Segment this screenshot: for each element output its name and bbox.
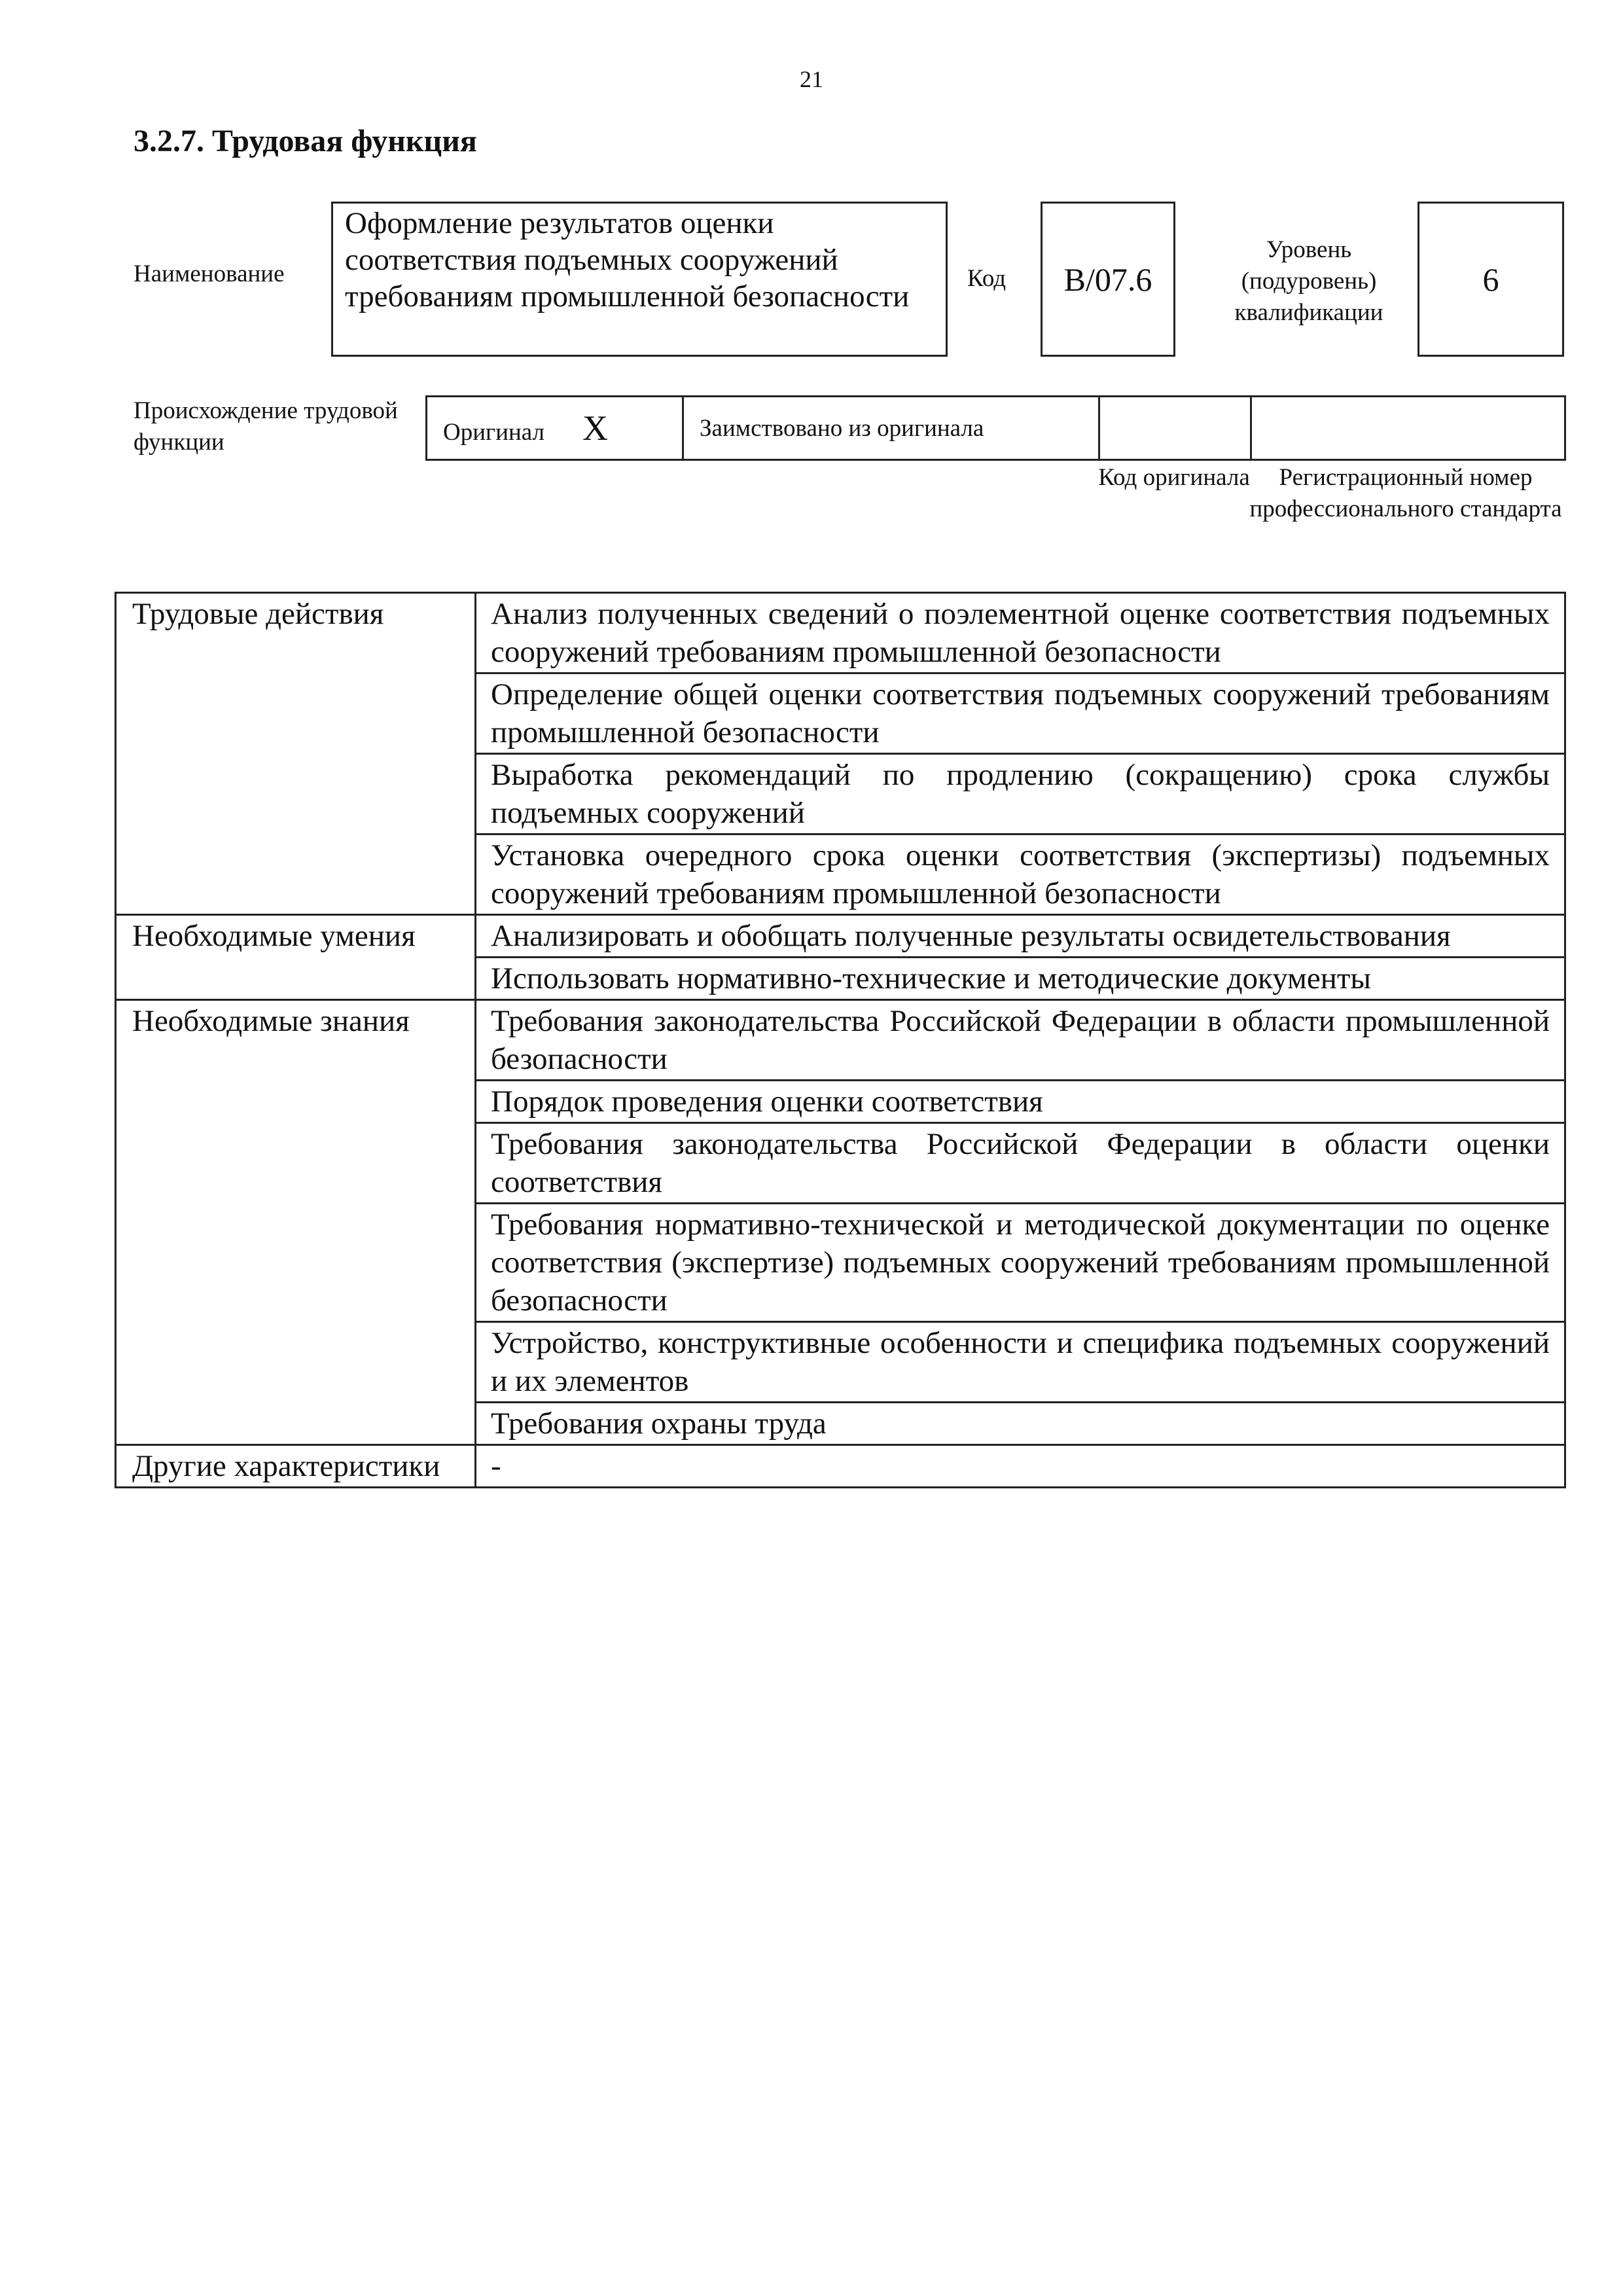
registration-number-caption: Регистрационный номер профессионального стандарта [1249, 464, 1562, 523]
other-characteristics-value: - [476, 1445, 1565, 1488]
skill-item: Анализировать и обобщать полученные результаты освидетельствования [476, 915, 1565, 958]
section-title: 3.2.7. Трудовая функция [134, 124, 477, 158]
knowledge-item: Устройство, конструктивные особенности и специфика подъемных сооружений и их элементов [476, 1322, 1565, 1403]
function-name-value: Оформление результатов оценки соответствия подъемных сооружений требованиям промышленной безопасности [331, 202, 948, 357]
skills-label: Необходимые умения [116, 915, 476, 1000]
knowledge-item: Требования охраны труда [476, 1403, 1565, 1445]
skill-item: Использовать нормативно-технические и методические документы [476, 958, 1565, 1000]
registration-number-cell [1251, 397, 1565, 460]
knowledge-item: Требования законодательства Российской Федерации в области оценки соответствия [476, 1123, 1565, 1204]
other-characteristics-label: Другие характеристики [116, 1445, 476, 1488]
table-row [116, 593, 1565, 673]
original-mark: X [582, 408, 609, 448]
name-label: Наименование [134, 260, 285, 287]
labor-action-item: Установка очередного срока оценки соответствия (экспертизы) подъемных сооружений требованиям промышленной безопасности [476, 834, 1565, 915]
table-row [116, 1000, 1565, 1081]
origin-original-cell [427, 397, 683, 460]
function-details-table [115, 592, 1566, 1488]
page-number: 21 [800, 66, 823, 92]
code-label: Код [967, 265, 1007, 292]
origin-label: Происхождение трудовой функции [134, 397, 398, 456]
labor-actions-label: Трудовые действия [116, 593, 476, 915]
original-code-cell [1099, 397, 1251, 460]
labor-action-item: Анализ полученных сведений о поэлементной оценке соответствия подъемных сооружений требованиям промышленной безопасности [476, 593, 1565, 673]
knowledge-label: Необходимые знания [116, 1000, 476, 1445]
qualification-level-value: 6 [1418, 202, 1564, 357]
knowledge-item: Порядок проведения оценки соответствия [476, 1081, 1565, 1123]
origin-table [425, 395, 1566, 461]
original-code-caption: Код оригинала [1098, 464, 1250, 491]
knowledge-item: Требования нормативно-технической и методической документации по оценке соответствия (экспертизе) подъемных сооружений требованиям промышленной безопасности [476, 1204, 1565, 1322]
qualification-level-label: Уровень (подуровень) квалификации [1234, 236, 1383, 327]
labor-action-item: Выработка рекомендаций по продлению (сокращению) срока службы подъемных сооружений [476, 754, 1565, 834]
original-label: Оригинал [443, 419, 545, 446]
table-row [116, 1445, 1565, 1488]
table-row [116, 915, 1565, 958]
labor-action-item: Определение общей оценки соответствия подъемных сооружений требованиям промышленной безопасности [476, 673, 1565, 754]
borrowed-label: Заимствовано из оригинала [683, 397, 1099, 460]
knowledge-item: Требования законодательства Российской Федерации в области промышленной безопасности [476, 1000, 1565, 1081]
code-value: B/07.6 [1041, 202, 1175, 357]
